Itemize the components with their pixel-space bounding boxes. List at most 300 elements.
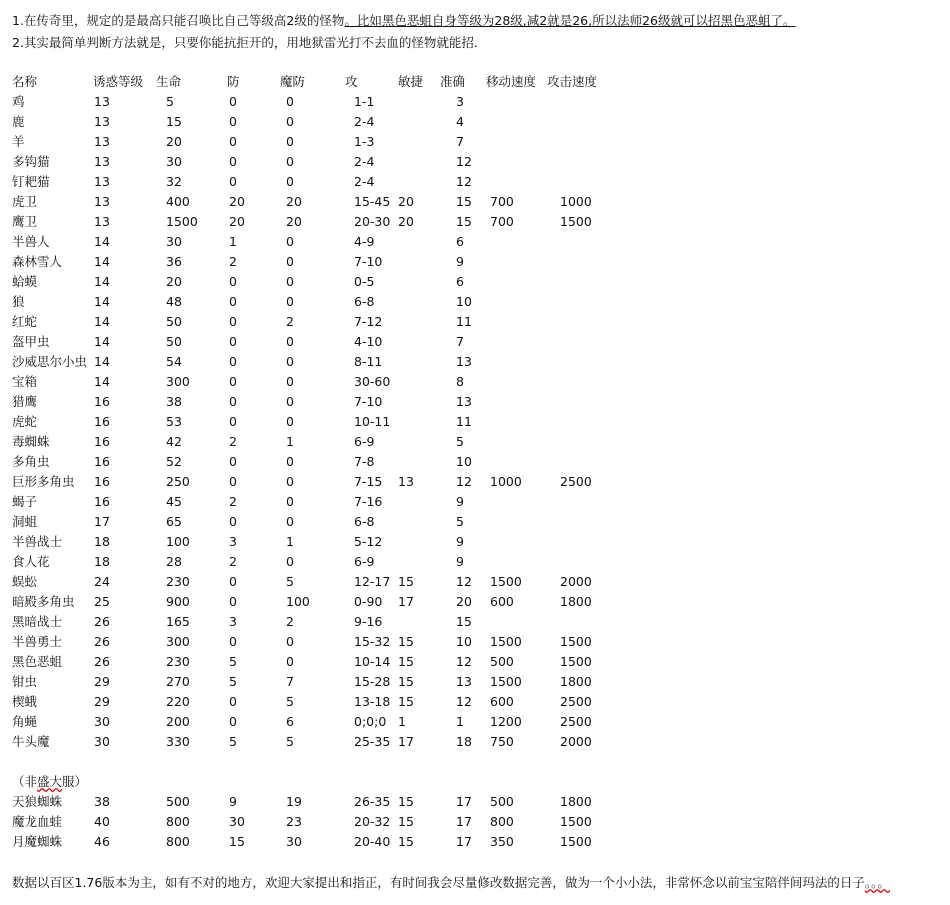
cell-atk: 8-11 (354, 354, 383, 369)
cell-atk: 0;0;0 (354, 714, 387, 729)
cell-agi: 15 (398, 574, 414, 589)
cell-atk: 12-17 (354, 574, 391, 589)
section-title-close: 服） (62, 774, 88, 789)
cell-hp: 38 (166, 394, 182, 409)
cell-agi: 15 (398, 814, 414, 829)
table-row (0, 112, 950, 132)
cell-level: 29 (94, 674, 110, 689)
cell-atk: 5-12 (354, 534, 383, 549)
cell-atk: 2-4 (354, 154, 375, 169)
cell-agi: 15 (398, 674, 414, 689)
footer-dots: 。。。 (864, 875, 890, 890)
cell-hp: 5 (166, 94, 174, 109)
cell-def: 0 (229, 514, 237, 529)
table-row (0, 332, 950, 352)
cell-hp: 30 (166, 234, 182, 249)
cell-level: 30 (94, 714, 110, 729)
cell-move: 600 (490, 694, 514, 709)
cell-acc: 8 (456, 374, 464, 389)
cell-atk: 6-8 (354, 294, 375, 309)
cell-def: 0 (229, 134, 237, 149)
cell-name: 牛头魔 (12, 734, 50, 749)
cell-move: 1500 (490, 634, 522, 649)
cell-def: 0 (229, 94, 237, 109)
cell-atk: 6-9 (354, 434, 375, 449)
cell-name: 钳虫 (12, 674, 38, 689)
cell-level: 13 (94, 214, 110, 229)
table-row (0, 792, 950, 812)
cell-hp: 800 (166, 834, 190, 849)
cell-hp: 230 (166, 574, 190, 589)
cell-acc: 11 (456, 414, 472, 429)
cell-acc: 15 (456, 614, 472, 629)
cell-move: 700 (490, 194, 514, 209)
cell-name: 羊 (12, 134, 25, 149)
cell-move: 1500 (490, 674, 522, 689)
cell-hp: 54 (166, 354, 182, 369)
cell-agi: 15 (398, 794, 414, 809)
intro-line-1-part-b: 。比如黑色恶蛆自身等级为28级,减2就是26,所以法师26级就可以招黑色恶蛆了。 (344, 13, 796, 28)
header-name: 名称 (12, 74, 38, 89)
cell-def: 2 (229, 434, 237, 449)
cell-level: 46 (94, 834, 110, 849)
cell-level: 13 (94, 134, 110, 149)
cell-name: 钉耙猫 (12, 174, 50, 189)
cell-level: 30 (94, 734, 110, 749)
cell-hp: 32 (166, 174, 182, 189)
cell-hp: 230 (166, 654, 190, 669)
cell-atk: 26-35 (354, 794, 391, 809)
cell-name: 蛤蟆 (12, 274, 38, 289)
cell-acc: 10 (456, 634, 472, 649)
table-row (0, 612, 950, 632)
cell-level: 26 (94, 654, 110, 669)
cell-agi: 1 (398, 714, 406, 729)
cell-def: 0 (229, 634, 237, 649)
cell-acc: 5 (456, 434, 464, 449)
cell-atk: 7-16 (354, 494, 383, 509)
cell-mdef: 30 (286, 834, 302, 849)
cell-mdef: 0 (286, 294, 294, 309)
cell-atk: 6-8 (354, 514, 375, 529)
cell-name: 月魔蜘蛛 (12, 834, 63, 849)
cell-atk: 0-5 (354, 274, 375, 289)
cell-acc: 12 (456, 474, 472, 489)
cell-def: 3 (229, 614, 237, 629)
cell-def: 3 (229, 534, 237, 549)
cell-aspd: 2500 (560, 714, 592, 729)
cell-mdef: 19 (286, 794, 302, 809)
cell-mdef: 0 (286, 554, 294, 569)
cell-name: 猎鹰 (12, 394, 38, 409)
cell-def: 15 (229, 834, 245, 849)
cell-hp: 500 (166, 794, 190, 809)
table-header (0, 72, 950, 92)
cell-mdef: 20 (286, 214, 302, 229)
cell-aspd: 1500 (560, 634, 592, 649)
cell-def: 0 (229, 374, 237, 389)
cell-mdef: 0 (286, 154, 294, 169)
table-row (0, 452, 950, 472)
cell-acc: 9 (456, 534, 464, 549)
cell-acc: 12 (456, 154, 472, 169)
table-row (0, 592, 950, 612)
cell-acc: 1 (456, 714, 464, 729)
cell-def: 0 (229, 414, 237, 429)
cell-mdef: 0 (286, 414, 294, 429)
cell-hp: 330 (166, 734, 190, 749)
cell-atk: 7-8 (354, 454, 375, 469)
cell-hp: 45 (166, 494, 182, 509)
cell-name: 鹰卫 (12, 214, 38, 229)
table-row (0, 472, 950, 492)
cell-acc: 12 (456, 694, 472, 709)
cell-name: 半兽人 (12, 234, 50, 249)
cell-name: 红蛇 (12, 314, 38, 329)
cell-def: 0 (229, 594, 237, 609)
cell-def: 30 (229, 814, 245, 829)
cell-def: 0 (229, 154, 237, 169)
cell-def: 20 (229, 214, 245, 229)
cell-def: 5 (229, 654, 237, 669)
cell-level: 13 (94, 94, 110, 109)
cell-hp: 50 (166, 314, 182, 329)
cell-mdef: 0 (286, 94, 294, 109)
cell-level: 14 (94, 314, 110, 329)
header-move: 移动速度 (486, 74, 537, 89)
cell-aspd: 1800 (560, 674, 592, 689)
header-level: 诱惑等级 (93, 74, 144, 89)
cell-aspd: 1500 (560, 814, 592, 829)
cell-aspd: 1800 (560, 594, 592, 609)
cell-atk: 7-10 (354, 394, 383, 409)
cell-def: 0 (229, 454, 237, 469)
cell-move: 500 (490, 794, 514, 809)
cell-aspd: 1500 (560, 214, 592, 229)
section-title-underlined: 盛大 (37, 774, 63, 789)
cell-aspd: 2000 (560, 734, 592, 749)
cell-mdef: 20 (286, 194, 302, 209)
cell-name: 鹿 (12, 114, 25, 129)
table-row (0, 692, 950, 712)
table-row (0, 672, 950, 692)
cell-def: 0 (229, 694, 237, 709)
table-row (0, 292, 950, 312)
cell-level: 24 (94, 574, 110, 589)
cell-mdef: 0 (286, 174, 294, 189)
section-title (12, 772, 87, 790)
table-row (0, 712, 950, 732)
cell-move: 600 (490, 594, 514, 609)
cell-level: 14 (94, 354, 110, 369)
cell-mdef: 0 (286, 354, 294, 369)
header-mdef: 魔防 (280, 74, 306, 89)
cell-hp: 28 (166, 554, 182, 569)
cell-atk: 9-16 (354, 614, 383, 629)
cell-atk: 25-35 (354, 734, 391, 749)
cell-mdef: 2 (286, 614, 294, 629)
table-row (0, 152, 950, 172)
cell-acc: 13 (456, 354, 472, 369)
cell-mdef: 0 (286, 254, 294, 269)
cell-acc: 7 (456, 334, 464, 349)
cell-acc: 12 (456, 654, 472, 669)
table-row (0, 652, 950, 672)
cell-atk: 7-15 (354, 474, 383, 489)
cell-def: 0 (229, 174, 237, 189)
cell-name: 黑暗战士 (12, 614, 63, 629)
cell-hp: 100 (166, 534, 190, 549)
cell-mdef: 5 (286, 694, 294, 709)
table-row (0, 312, 950, 332)
cell-acc: 11 (456, 314, 472, 329)
footer-note (12, 873, 890, 891)
cell-name: 宝箱 (12, 374, 38, 389)
cell-mdef: 0 (286, 514, 294, 529)
cell-mdef: 0 (286, 494, 294, 509)
cell-level: 40 (94, 814, 110, 829)
cell-acc: 10 (456, 294, 472, 309)
cell-def: 5 (229, 734, 237, 749)
cell-hp: 48 (166, 294, 182, 309)
table-row (0, 572, 950, 592)
footer-text: 数据以百区1.76版本为主，如有不对的地方，欢迎大家提出和指正，有时间我会尽量修改数据完善，做为一个小小法，非常怀念以前宝宝陪伴间玛法的日子 (12, 875, 865, 890)
header-agi: 敏捷 (398, 74, 424, 89)
cell-name: 蝎子 (12, 494, 38, 509)
cell-atk: 6-9 (354, 554, 375, 569)
table-row (0, 232, 950, 252)
table-row (0, 92, 950, 112)
cell-level: 26 (94, 634, 110, 649)
cell-def: 0 (229, 394, 237, 409)
cell-acc: 12 (456, 574, 472, 589)
cell-level: 13 (94, 154, 110, 169)
cell-mdef: 23 (286, 814, 302, 829)
cell-agi: 20 (398, 214, 414, 229)
cell-mdef: 0 (286, 374, 294, 389)
cell-name: 半兽战士 (12, 534, 63, 549)
cell-name: 沙威思尔小虫 (12, 354, 88, 369)
cell-mdef: 100 (286, 594, 310, 609)
table-row (0, 492, 950, 512)
cell-atk: 15-45 (354, 194, 391, 209)
cell-name: 楔蛾 (12, 694, 38, 709)
cell-hp: 165 (166, 614, 190, 629)
cell-atk: 2-4 (354, 114, 375, 129)
cell-acc: 4 (456, 114, 464, 129)
cell-name: 多钩猫 (12, 154, 50, 169)
cell-acc: 7 (456, 134, 464, 149)
cell-acc: 3 (456, 94, 464, 109)
cell-acc: 17 (456, 794, 472, 809)
cell-move: 1000 (490, 474, 522, 489)
cell-agi: 20 (398, 194, 414, 209)
cell-acc: 6 (456, 234, 464, 249)
cell-def: 0 (229, 274, 237, 289)
cell-level: 13 (94, 194, 110, 209)
cell-mdef: 0 (286, 654, 294, 669)
cell-hp: 20 (166, 134, 182, 149)
cell-mdef: 1 (286, 434, 294, 449)
cell-name: 毒蜘蛛 (12, 434, 50, 449)
header-acc: 准确 (440, 74, 466, 89)
cell-atk: 1-3 (354, 134, 375, 149)
cell-level: 14 (94, 294, 110, 309)
table-row (0, 532, 950, 552)
cell-atk: 1-1 (354, 94, 375, 109)
table-row (0, 172, 950, 192)
cell-agi: 17 (398, 594, 414, 609)
cell-move: 700 (490, 214, 514, 229)
cell-def: 0 (229, 294, 237, 309)
cell-name: 盔甲虫 (12, 334, 50, 349)
cell-mdef: 0 (286, 334, 294, 349)
cell-acc: 15 (456, 214, 472, 229)
cell-name: 多角虫 (12, 454, 50, 469)
cell-atk: 30-60 (354, 374, 391, 389)
cell-hp: 65 (166, 514, 182, 529)
cell-def: 5 (229, 674, 237, 689)
table-row (0, 252, 950, 272)
cell-mdef: 0 (286, 114, 294, 129)
intro-line-1 (12, 11, 796, 29)
cell-atk: 2-4 (354, 174, 375, 189)
cell-acc: 20 (456, 594, 472, 609)
cell-acc: 9 (456, 554, 464, 569)
cell-atk: 0-90 (354, 594, 383, 609)
cell-hp: 400 (166, 194, 190, 209)
cell-atk: 20-32 (354, 814, 391, 829)
cell-acc: 12 (456, 174, 472, 189)
cell-hp: 42 (166, 434, 182, 449)
cell-atk: 10-14 (354, 654, 391, 669)
cell-move: 1500 (490, 574, 522, 589)
cell-hp: 50 (166, 334, 182, 349)
cell-acc: 17 (456, 814, 472, 829)
cell-hp: 900 (166, 594, 190, 609)
cell-atk: 13-18 (354, 694, 391, 709)
cell-move: 500 (490, 654, 514, 669)
cell-atk: 20-40 (354, 834, 391, 849)
cell-level: 14 (94, 234, 110, 249)
cell-name: 半兽勇士 (12, 634, 63, 649)
cell-def: 0 (229, 574, 237, 589)
cell-def: 2 (229, 254, 237, 269)
cell-def: 20 (229, 194, 245, 209)
cell-def: 0 (229, 334, 237, 349)
cell-atk: 4-10 (354, 334, 383, 349)
cell-acc: 15 (456, 194, 472, 209)
table-row (0, 412, 950, 432)
cell-name: 黑色恶蛆 (12, 654, 63, 669)
cell-acc: 13 (456, 674, 472, 689)
cell-mdef: 2 (286, 314, 294, 329)
cell-name: 鸡 (12, 94, 25, 109)
cell-mdef: 1 (286, 534, 294, 549)
cell-name: 森林雪人 (12, 254, 63, 269)
table-row (0, 552, 950, 572)
cell-aspd: 2000 (560, 574, 592, 589)
cell-hp: 52 (166, 454, 182, 469)
cell-level: 16 (94, 494, 110, 509)
cell-name: 角蝇 (12, 714, 38, 729)
cell-aspd: 1500 (560, 654, 592, 669)
cell-atk: 4-9 (354, 234, 375, 249)
cell-name: 蜈蚣 (12, 574, 38, 589)
cell-atk: 7-10 (354, 254, 383, 269)
cell-name: 洞蛆 (12, 514, 38, 529)
cell-atk: 15-28 (354, 674, 391, 689)
cell-agi: 15 (398, 654, 414, 669)
section-title-open: （非 (12, 774, 38, 789)
cell-hp: 30 (166, 154, 182, 169)
cell-level: 18 (94, 534, 110, 549)
cell-name: 虎卫 (12, 194, 38, 209)
cell-def: 1 (229, 234, 237, 249)
cell-def: 9 (229, 794, 237, 809)
cell-name: 食人花 (12, 554, 50, 569)
cell-acc: 5 (456, 514, 464, 529)
table-row (0, 272, 950, 292)
cell-mdef: 5 (286, 734, 294, 749)
cell-agi: 15 (398, 834, 414, 849)
cell-acc: 18 (456, 734, 472, 749)
cell-def: 0 (229, 354, 237, 369)
cell-name: 虎蛇 (12, 414, 38, 429)
cell-acc: 6 (456, 274, 464, 289)
cell-aspd: 1800 (560, 794, 592, 809)
cell-level: 16 (94, 434, 110, 449)
cell-level: 16 (94, 474, 110, 489)
cell-level: 26 (94, 614, 110, 629)
cell-mdef: 0 (286, 454, 294, 469)
cell-aspd: 1500 (560, 834, 592, 849)
cell-level: 14 (94, 274, 110, 289)
cell-atk: 15-32 (354, 634, 391, 649)
cell-agi: 17 (398, 734, 414, 749)
header-def: 防 (227, 74, 240, 89)
cell-atk: 10-11 (354, 414, 391, 429)
cell-hp: 53 (166, 414, 182, 429)
cell-level: 29 (94, 694, 110, 709)
cell-mdef: 5 (286, 574, 294, 589)
cell-level: 14 (94, 374, 110, 389)
cell-level: 16 (94, 454, 110, 469)
cell-level: 13 (94, 174, 110, 189)
cell-hp: 300 (166, 374, 190, 389)
header-atk: 攻 (345, 74, 358, 89)
cell-mdef: 7 (286, 674, 294, 689)
cell-move: 1200 (490, 714, 522, 729)
cell-agi: 15 (398, 634, 414, 649)
cell-hp: 15 (166, 114, 182, 129)
cell-acc: 17 (456, 834, 472, 849)
table-row (0, 432, 950, 452)
cell-acc: 9 (456, 494, 464, 509)
cell-atk: 20-30 (354, 214, 391, 229)
cell-hp: 300 (166, 634, 190, 649)
cell-agi: 15 (398, 694, 414, 709)
table-row (0, 812, 950, 832)
cell-def: 2 (229, 554, 237, 569)
cell-atk: 7-12 (354, 314, 383, 329)
cell-mdef: 0 (286, 274, 294, 289)
cell-name: 天狼蜘蛛 (12, 794, 63, 809)
cell-acc: 9 (456, 254, 464, 269)
cell-name: 巨形多角虫 (12, 474, 75, 489)
table-row (0, 512, 950, 532)
table-row (0, 192, 950, 212)
